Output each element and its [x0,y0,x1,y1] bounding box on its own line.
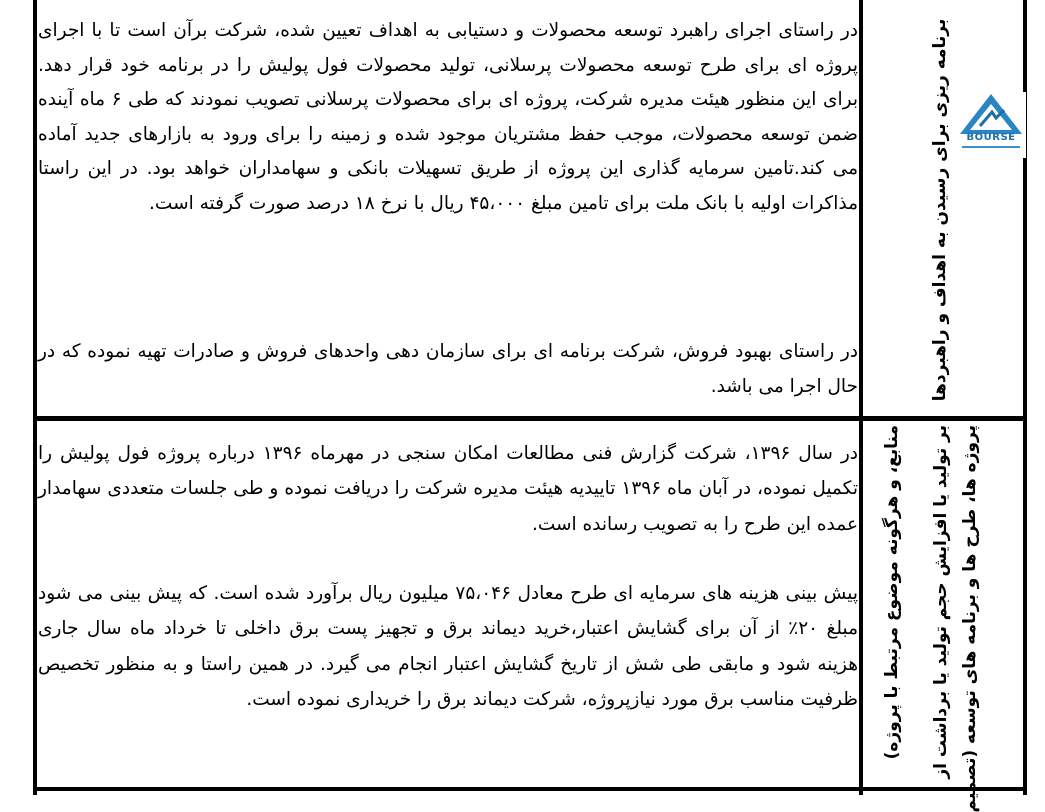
row2-header-line-1: پروژه ها، طرح ها و برنامه های توسعه (تصمیم [960,425,980,812]
bourse-logo [956,92,1026,158]
logo-underline [962,146,1020,148]
row2-header-line-3: منابع، و هرگونه موضوع مرتبط با پروژه) [882,425,902,760]
row1-paragraph-1: در راستای اجرای راهبرد توسعه محصولات و دستیابی به اهداف تعیین شده، شرکت برآن است تا با اجرای پروژه ای برای طرح توسعه محصولات پرسلانی، تولید محصولات فول پولیش را در برنامه خود قرار دهد. برای این منظور هیئت مدیره شرکت، پروژه ای برای محصولات پرسلانی تصویب نمودند که طی ۶ ماه آینده ضمن توسعه محصولات، موجب حفظ مشتریان موجود شده و زمینه را برای ورود به بازارهای جدید آماده می کند.تامین سرمایه گذاری این پروژه از طریق تسهیلات بانکی و سهامداران خواهد بود. در این راستا مذاکرات اولیه با بانک ملت برای تامین مبلغ ۴۵،۰۰۰ ریال با نرخ ۱۸ درصد صورت گرفته است. [38,20,858,214]
logo-text: BOURSE [966,132,1016,143]
table-border-left [33,0,37,795]
row2-paragraph-1: در سال ۱۳۹۶، شرکت گزارش فنی مطالعات امکان سنجی در مهرماه ۱۳۹۶ درباره پروژه فول پولیش را تکمیل نموده، در آبان ماه ۱۳۹۶ تاییدیه هیئت مدیره شرکت را دریافت نموده و طی جلسات متعددی سهامدار عمده این طرح را به تصویب رسانده است. [38,443,858,535]
table-divider [859,0,863,795]
row1-header: برنامه ریزی برای رسیدن به اهداف و راهبردها [930,18,950,402]
row-separator [33,416,1027,421]
row-separator-bottom [33,787,1027,791]
row2-paragraph-2: پیش بینی هزینه های سرمایه ای طرح معادل ۷۵،۰۴۶ میلیون ریال برآورد شده است. که پیش بینی می شود مبلغ ۲۰٪ از آن برای گشایش اعتبار،خرید دیماند برق و تجهیز پست برق داخلی تا خرداد ماه سال جاری هزینه شود و مابقی طی شش از تاریخ گشایش اعتبار انجام می گیرد. در همین راستا و به منظور تخصیص ظرفیت مناسب برق مورد نیازپروژه، شرکت دیماند برق را خریداری نموده است. [38,583,859,710]
row2-header-line-2: بر تولید یا افزایش حجم تولید یا برداشت از [931,425,951,779]
row1-paragraph-2: در راستای بهبود فروش، شرکت برنامه ای برای سازمان دهی واحدهای فروش و صادرات تهیه نموده که در حال اجرا می باشد. [38,341,858,397]
